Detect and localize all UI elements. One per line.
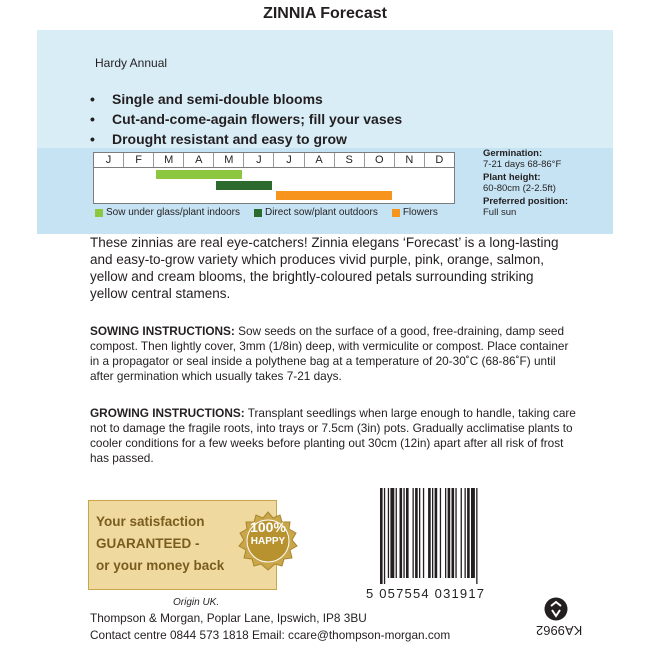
feature-item: • Single and semi-double blooms: [90, 89, 402, 109]
calendar-month: M: [214, 153, 244, 167]
calendar-month: N: [395, 153, 425, 167]
origin-label: Origin UK.: [173, 597, 220, 608]
seal-text: 100% HAPPY: [250, 519, 286, 547]
barcode-number: 5 057554 031917: [366, 586, 486, 601]
calendar-legend: [95, 207, 452, 218]
feature-item: • Drought resistant and easy to grow: [90, 129, 402, 149]
growing-text: Transplant seedlings when large enough to handle, taking care not to damage the fragile roots, into trays or 7.5cm (3in) pots. Gradually acclimatise plants to cooler conditions for a few weeks before planting out 30cm (12in) apart after all risk of frost has passed.: [90, 406, 576, 465]
calendar-month: D: [435, 154, 444, 166]
germination-value: 7-21 days 68-86°F: [483, 159, 562, 170]
contact-details: Contact centre 0844 573 1818 Email: ccare@thompson-morgan.com: [90, 628, 451, 642]
calendar-bar: [216, 181, 272, 190]
growing-heading: GROWING INSTRUCTIONS:: [90, 406, 245, 420]
calendar-month: F: [124, 153, 154, 167]
product-title: ZINNIA Forecast: [263, 5, 387, 22]
growing-instructions: [90, 406, 580, 466]
barcode: [378, 488, 518, 584]
sowing-instructions: [90, 324, 580, 384]
calendar-bar: [156, 170, 242, 179]
guarantee-line-2: GUARANTEED -: [96, 536, 200, 551]
plant-category: Hardy Annual: [95, 56, 168, 70]
calendar-month: M: [154, 153, 184, 167]
feature-item: • Cut-and-come-again flowers; fill your vases: [90, 109, 402, 129]
sowing-heading: SOWING INSTRUCTIONS:: [90, 324, 235, 338]
germination-label: Germination:: [483, 148, 543, 159]
calendar-month: J: [274, 153, 304, 167]
recycle-icon: [544, 597, 568, 621]
calendar-month: J: [244, 153, 274, 167]
legend-item-sow-outdoors: Direct sow/plant outdoors: [254, 207, 378, 218]
legend-swatch: [392, 209, 400, 217]
plant-facts: [483, 148, 568, 220]
company-address: Thompson & Morgan, Poplar Lane, Ipswich, IP8 3BU: [90, 611, 367, 625]
calendar-month: A: [184, 153, 214, 167]
legend-swatch: [254, 209, 262, 217]
calendar-month: J: [94, 153, 124, 167]
height-label: Plant height:: [483, 172, 541, 183]
sowing-calendar: [93, 152, 455, 204]
calendar-month: O: [365, 153, 395, 167]
position-value: Full sun: [483, 207, 517, 218]
position-label: Preferred position:: [483, 196, 568, 207]
product-code: KA9962: [536, 623, 583, 638]
guarantee-line-1: Your satisfaction: [96, 514, 205, 529]
height-value: 60-80cm (2-2.5ft): [483, 183, 556, 194]
guarantee-line-3: or your money back: [96, 558, 225, 573]
calendar-month: S: [335, 153, 365, 167]
sowing-text: Sow seeds on the surface of a good, free-draining, damp seed compost. Then lightly cover, 3mm (1/8in) deep, with vermiculite or compost. Place container in a propagator or seal inside a polythene bag at a temperature of 20-30˚C (68-86˚F) until after germination which usually takes 7-21 days.: [90, 324, 569, 383]
legend-item-sow-indoors: Sow under glass/plant indoors: [95, 207, 240, 218]
feature-list: [90, 89, 402, 149]
legend-item-flowers: Flowers: [392, 207, 438, 218]
calendar-bar: [276, 191, 392, 200]
product-description: These zinnias are real eye-catchers! Zinnia elegans ‘Forecast’ is a long-lasting and easy-to-grow variety which produces vivid purple, pink, orange, salmon, yellow and cream blooms, the brightly-coloured petals surrounding striking yellow central stamens.: [90, 235, 559, 301]
calendar-month: A: [305, 153, 335, 167]
calendar-months: [94, 153, 454, 168]
legend-swatch: [95, 209, 103, 217]
